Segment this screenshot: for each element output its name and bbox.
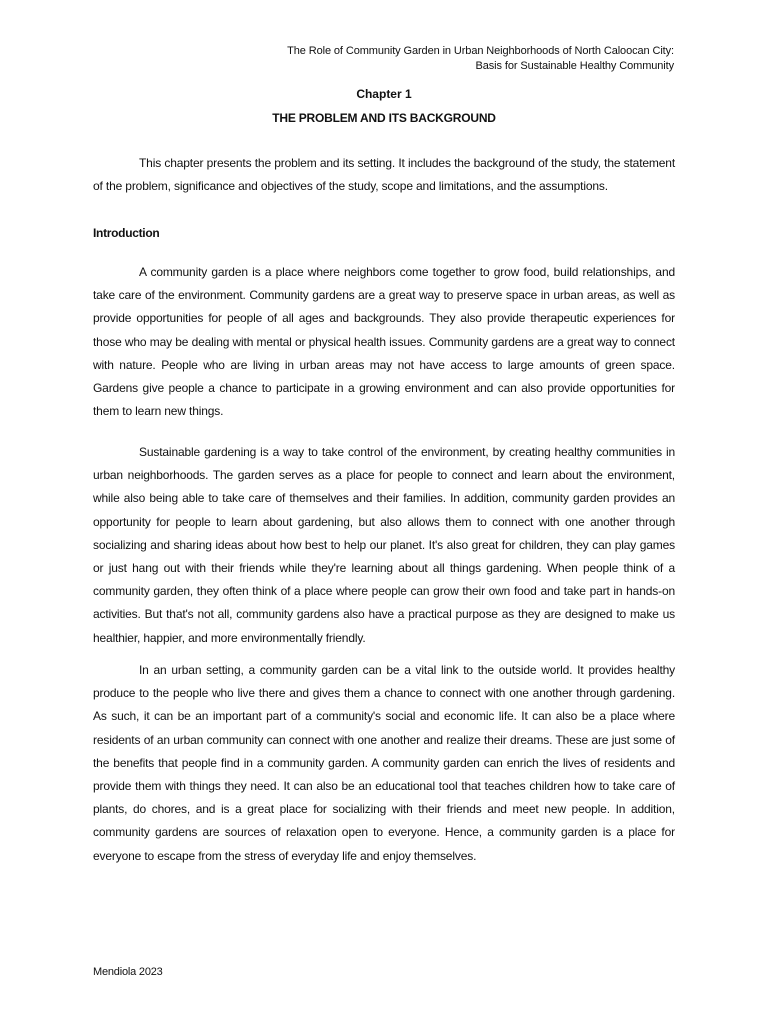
section-heading-introduction: Introduction xyxy=(93,226,160,240)
body-paragraph-3 xyxy=(93,659,675,868)
paragraph-text: A community garden is a place where neighbors come together to grow food, build relationships, and take care of the environment. Community gardens are a great way to preserve space in urban areas, as well as provide opportunities for people of all ages and backgrounds. They also provide therapeutic experiences for those who may be dealing with mental or physical health issues. Community gardens are a great way to connect with nature. People who are living in urban areas may not have access to large amounts of green space. Gardens give people a chance to participate in a growing environment and can also provide opportunities for them to learn new things. xyxy=(93,265,675,419)
body-paragraph-1 xyxy=(93,261,675,423)
paragraph-text: In an urban setting, a community garden can be a vital link to the outside world. It provides healthy produce to the people who live there and gives them a chance to connect with one another through gardening. As such, it can be an important part of a community's social and economic life. It can also be a place where residents of an urban community can connect with one another and realize their dreams. These are just some of the benefits that people find in a community garden. A community garden can enrich the lives of residents and provide them with things they need. It can also be an educational tool that teaches children how to take care of plants, do chores, and is a great place for socializing with their friends and meet new people. In addition, community gardens are sources of relaxation open to everyone. Hence, a community garden is a place for everyone to escape from the stress of everyday life and enjoy themselves. xyxy=(93,663,675,863)
paragraph-text: Sustainable gardening is a way to take control of the environment, by creating healthy communities in urban neighborhoods. The garden serves as a place for people to connect and learn about the environment, while also being able to take care of themselves and their families. In addition, community garden provides an opportunity for people to learn about gardening, but also allows them to connect with one another through socializing and sharing ideas about how best to help our planet. It's also great for children, they can play games or just hang out with their friends while they're learning about all things gardening. When people think of a community garden, they often think of a place where people can grow their own food and take part in hands-on activities. But that's not all, community gardens also have a practical purpose as they are designed to make us healthier, happier, and more environmentally friendly. xyxy=(93,445,675,645)
chapter-intro-paragraph xyxy=(93,152,675,198)
running-header xyxy=(154,44,674,74)
page-footer: Mendiola 2023 xyxy=(93,966,163,978)
chapter-label: Chapter 1 xyxy=(356,87,412,101)
running-header-line-2: Basis for Sustainable Healthy Community xyxy=(475,60,674,72)
paragraph-text: This chapter presents the problem and its setting. It includes the background of the study, the statement of the problem, significance and objectives of the study, scope and limitations, and the assumptions. xyxy=(93,156,675,194)
body-paragraph-2 xyxy=(93,441,675,650)
running-header-line-1: The Role of Community Garden in Urban Neighborhoods of North Caloocan City: xyxy=(287,45,674,57)
chapter-title: THE PROBLEM AND ITS BACKGROUND xyxy=(272,111,496,125)
